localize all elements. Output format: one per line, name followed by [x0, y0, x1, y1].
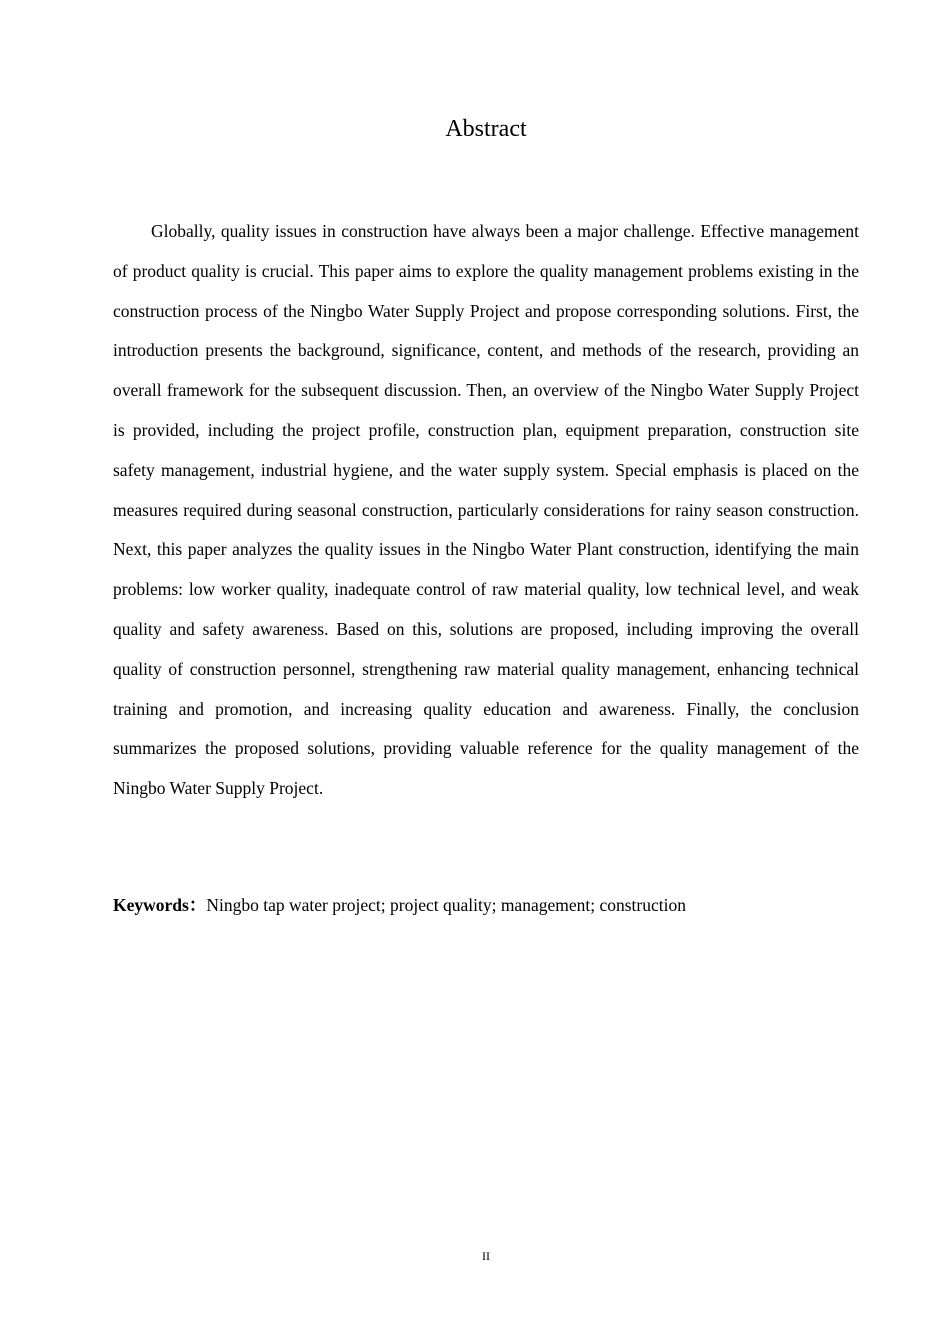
page-number: II — [482, 1249, 490, 1263]
abstract-paragraph: Globally, quality issues in construction have always been a major challenge. Effective management of product quality is crucial. This paper aims to explore the quality management problems existing in the construction process of the Ningbo Water Supply Project and propose corresponding solutions. First, the introduction presents the background, significance, content, and methods of the research, providing an overall framework for the subsequent discussion. Then, an overview of the Ningbo Water Supply Project is provided, including the project profile, construction plan, equipment preparation, construction site safety management, industrial hygiene, and the water supply system. Special emphasis is placed on the measures required during seasonal construction, particularly considerations for rainy season construction. Next, this paper analyzes the quality issues in the Ningbo Water Plant construction, identifying the main problems: low worker quality, inadequate control of raw material quality, low technical level, and weak quality and safety awareness. Based on this, solutions are proposed, including improving the overall quality of construction personnel, strengthening raw material quality management, enhancing technical training and promotion, and increasing quality education and awareness. Finally, the conclusion summarizes the proposed solutions, providing valuable reference for the quality management of the Ningbo Water Supply Project. — [113, 221, 859, 799]
keywords-label: Keywords： — [113, 895, 207, 915]
keywords-text: Ningbo tap water project; project quality; management; construction — [206, 895, 686, 915]
page-title: Abstract — [445, 116, 527, 142]
keywords-line — [113, 887, 859, 923]
